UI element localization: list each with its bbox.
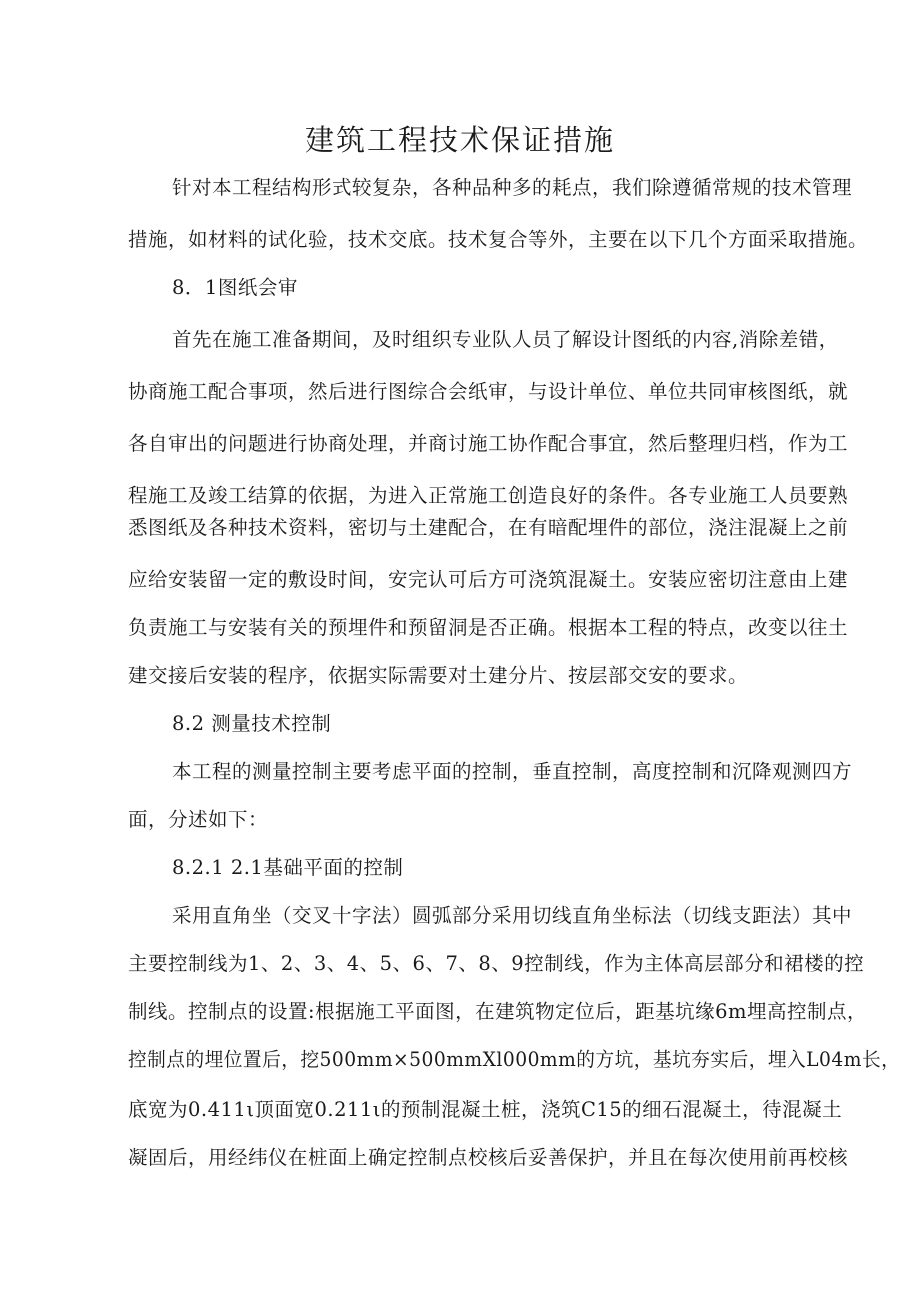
document-title: 建筑工程技术保证措施 xyxy=(304,123,615,157)
paragraph-line: 面，分述如下： xyxy=(128,808,269,831)
section-heading: 8.2 测量技术控制 xyxy=(172,712,332,735)
paragraph-line: 本工程的测量控制主要考虑平面的控制，垂直控制，高度控制和沉降观测四方 xyxy=(172,760,853,783)
subsection-heading: 8.2.1 2.1基础平面的控制 xyxy=(172,856,404,879)
paragraph-line: 各自审出的问题进行协商处理，并商讨施工协作配合事宜，然后整理归档，作为工 xyxy=(128,432,849,455)
paragraph-line: 凝固后，用经纬仪在桩面上确定控制点校核后妥善保护，并且在每次使用前再校核 xyxy=(128,1146,849,1169)
paragraph-line: 采用直角坐（交叉十字法）圆弧部分采用切线直角坐标法（切线支距法）其中 xyxy=(172,904,853,927)
paragraph-line: 程施工及竣工结算的依据，为进入正常施工创造良好的条件。各专业施工人员要熟 xyxy=(128,484,849,507)
paragraph-line: 控制点的埋位置后，挖500mm×500mmXl000mm的方坑，基坑夯实后，埋入L04m长， xyxy=(128,1048,901,1071)
section-heading: 8．1图纸会审 xyxy=(172,276,298,299)
paragraph-line: 首先在施工准备期间，及时组织专业队人员了解设计图纸的内容,消除差错， xyxy=(172,328,839,351)
paragraph-line: 悉图纸及各种技术资料，密切与土建配合，在有暗配埋件的部位，浇注混凝上之前 xyxy=(128,516,849,539)
paragraph-line: 协商施工配合事项，然后进行图综合会纸审，与设计单位、单位共同审核图纸，就 xyxy=(128,380,849,403)
paragraph-line: 针对本工程结构形式较复杂，各种品种多的耗点，我们除遵循常规的技术管理 xyxy=(172,176,853,199)
paragraph-line: 制线。控制点的设置:根据施工平面图，在建筑物定位后，距基坑缘6m埋高控制点， xyxy=(128,1000,867,1023)
paragraph-line: 应给安装留一定的敷设时间，安完认可后方可浇筑混凝土。安装应密切注意由上建 xyxy=(128,568,849,591)
paragraph-line: 建交接后安装的程序，依据实际需要对土建分片、按层部交安的要求。 xyxy=(128,664,749,687)
paragraph-line: 措施，如材料的试化验，技术交底。技术复合等外，主要在以下几个方面采取措施。 xyxy=(128,228,869,251)
paragraph-line: 负责施工与安装有关的预埋件和预留洞是否正确。根据本工程的特点，改变以往土 xyxy=(128,616,849,639)
paragraph-line: 主要控制线为1、2、3、4、5、6、7、8、9控制线，作为主体高层部分和裙楼的控 xyxy=(128,952,865,975)
paragraph-line: 底宽为0.411ι顶面宽0.211ι的预制混凝土桩，浇筑C15的细石混凝土，待混凝土 xyxy=(128,1098,843,1121)
